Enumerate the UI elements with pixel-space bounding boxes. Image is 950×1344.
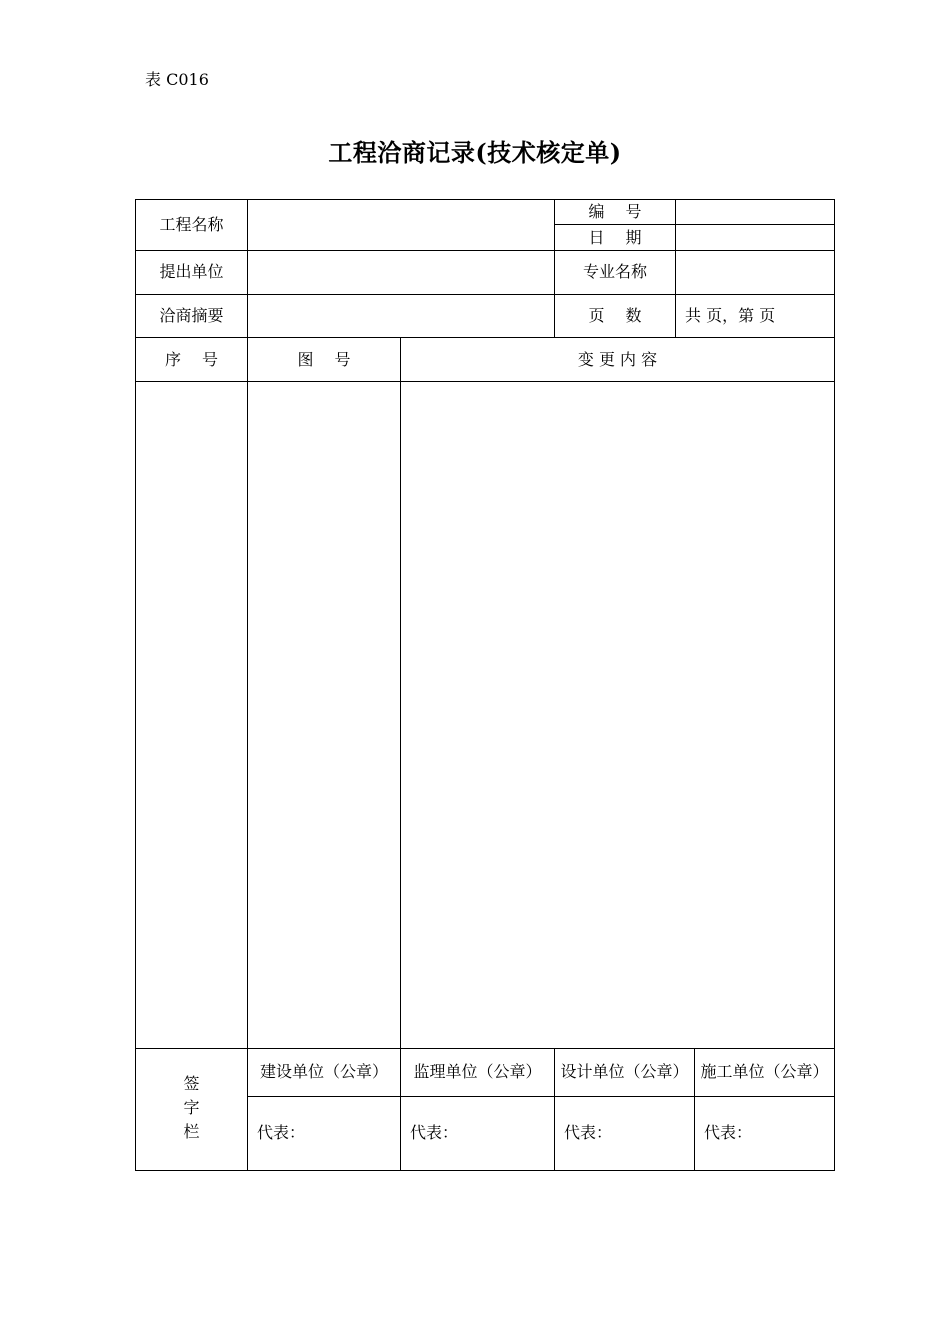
- table-border-left: [135, 199, 136, 1171]
- vrule-drawing-col: [400, 337, 401, 1171]
- signature-label: [136, 1072, 247, 1144]
- vrule-value-col: [675, 199, 676, 338]
- rule-row2: [135, 294, 835, 295]
- page-title: 工程洽商记录(技术核定单): [328, 138, 622, 167]
- submitted-by-label: 提出单位: [159, 262, 224, 281]
- table-border-right: [834, 199, 835, 1171]
- rule-row3: [135, 337, 835, 338]
- sig-rep-owner: 代表：: [257, 1123, 306, 1142]
- signature-char-1: 签: [183, 1074, 200, 1093]
- rule-signature-mid: [247, 1096, 835, 1097]
- sig-unit-contractor: 施工单位（公章）: [700, 1062, 829, 1081]
- sig-rep-contractor: 代表：: [704, 1123, 753, 1142]
- sig-rep-supervisor: 代表：: [410, 1123, 459, 1142]
- table-border-top: [135, 199, 835, 200]
- summary-label: 洽商摘要: [159, 306, 224, 325]
- signature-char-3: 栏: [183, 1122, 200, 1141]
- column-header-drawing: 图 号: [297, 350, 351, 369]
- vrule-label-col: [247, 199, 248, 1171]
- project-name-label: 工程名称: [159, 215, 224, 234]
- rule-number-date: [554, 224, 835, 225]
- date-label: 日 期: [588, 228, 642, 247]
- specialty-label: 专业名称: [582, 262, 647, 281]
- rule-body-end: [135, 1048, 835, 1049]
- rule-row1: [135, 250, 835, 251]
- pages-value: 共 页，第 页: [685, 306, 776, 325]
- number-label: 编 号: [588, 202, 642, 221]
- sig-rep-designer: 代表：: [564, 1123, 613, 1142]
- sig-unit-designer: 设计单位（公章）: [560, 1062, 689, 1081]
- column-header-change: 变 更 内 容: [577, 350, 658, 369]
- table-border-bottom: [135, 1170, 835, 1171]
- rule-colheader: [135, 381, 835, 382]
- sig-unit-owner: 建设单位（公章）: [259, 1062, 388, 1081]
- signature-char-2: 字: [183, 1098, 200, 1117]
- form-code: 表 C016: [145, 70, 209, 89]
- pages-label: 页 数: [588, 306, 642, 325]
- sig-unit-supervisor: 监理单位（公章）: [413, 1062, 542, 1081]
- column-header-seq: 序 号: [164, 350, 219, 369]
